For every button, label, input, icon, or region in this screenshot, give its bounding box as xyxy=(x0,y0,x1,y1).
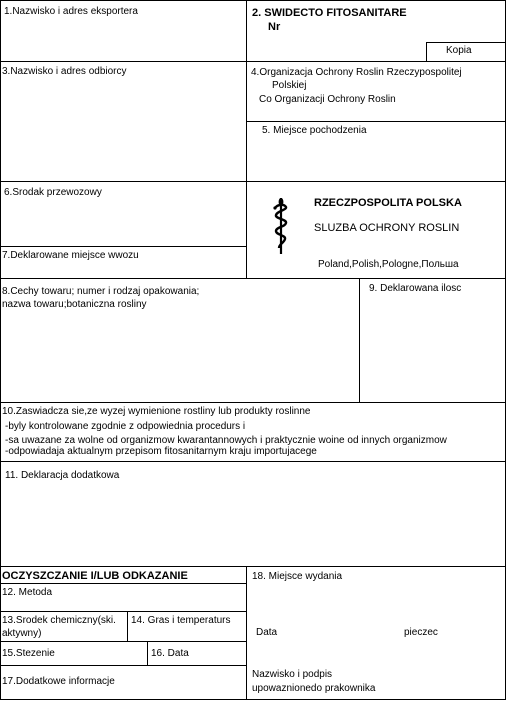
divider-h-121 xyxy=(246,121,506,122)
field-18-place-label: 18. Miejsce wydania xyxy=(252,571,343,582)
divider-h-641 xyxy=(0,641,246,642)
divider-h-566 xyxy=(0,566,506,567)
field-8-line-1: 8.Cechy towaru; numer i rodzaj opakowania; xyxy=(2,286,200,297)
divider-h-181 xyxy=(0,181,506,182)
field-15-concentration-label: 15.Stezenie xyxy=(2,648,55,659)
divider-h-611 xyxy=(0,611,246,612)
agency-name: RZECZPOSPOLITA POLSKA xyxy=(314,197,462,209)
divider-v-15-16 xyxy=(147,641,148,665)
field-7-entry-label: 7.Deklarowane miejsce wwozu xyxy=(2,250,139,261)
field-13-line-2: aktywny) xyxy=(2,628,42,639)
field-8-line-2: nazwa towaru;botaniczna rosliny xyxy=(2,299,147,310)
divider-h-583 xyxy=(0,583,246,584)
field-1-exporter-label: 1.Nazwisko i adres eksportera xyxy=(4,6,138,17)
field-11-additional-label: 11. Deklaracja dodatkowa xyxy=(5,470,120,481)
field-10-line-2: -byly kontrolowane zgodnie z odpowiednia procedurs i xyxy=(5,421,246,432)
agency-service: SLUZBA OCHRONY ROSLIN xyxy=(314,222,460,234)
field-3-recipient-label: 3.Nazwisko i adres odbiorcy xyxy=(2,66,127,77)
field-10-line-4: -odpowiadaja aktualnym przepisom fitosanitarnym kraju importujacege xyxy=(5,446,317,457)
kopia-box-top xyxy=(426,42,506,43)
field-10-line-3: -sa uwazane za wolne od organizmow kwarantannowych i praktycznie woine od innych organizmow xyxy=(5,435,447,446)
border-top xyxy=(0,0,506,1)
kopia-box-left xyxy=(426,42,427,61)
treatment-header: OCZYSZCZANIE I/LUB ODKAZANIE xyxy=(2,570,188,582)
field-4-line-3: Co Organizacji Ochrony Roslin xyxy=(259,94,396,105)
field-10-line-1: 10.Zaswiadcza sie,ze wyzej wymienione rostliny lub produkty roslinne xyxy=(2,406,311,417)
field-6-transport-label: 6.Srodak przewozowy xyxy=(4,187,102,198)
kopia-label: Kopia xyxy=(446,45,472,56)
divider-h-665 xyxy=(0,665,246,666)
data-label: Data xyxy=(256,627,278,638)
divider-h-461 xyxy=(0,461,506,462)
field-16-date-label: 16. Data xyxy=(151,648,189,659)
divider-h-246 xyxy=(0,246,246,247)
signature-line-1: Nazwisko i podpis xyxy=(252,669,333,680)
staff-of-asclepius-icon xyxy=(270,196,292,256)
border-left xyxy=(0,0,1,700)
field-13-line-1: 13.Srodek chemiczny(ski. xyxy=(2,615,116,626)
certificate-title: 2. SWIDECTO FITOSANITARE xyxy=(252,7,407,19)
stamp-label: pieczec xyxy=(404,627,438,638)
agency-country: Poland,Polish,Pologne,Польша xyxy=(318,259,459,270)
divider-v-13-14 xyxy=(127,611,128,641)
signature-line-2: upowaznionedo prakownika xyxy=(252,683,376,694)
divider-h-278 xyxy=(0,278,506,279)
divider-h-61 xyxy=(0,61,506,62)
certificate-number-label: Nr xyxy=(268,21,281,33)
divider-h-402 xyxy=(0,402,506,403)
field-17-info-label: 17.Dodatkowe informacje xyxy=(2,676,115,687)
divider-v-field9 xyxy=(359,278,360,402)
field-9-quantity-label: 9. Deklarowana ilosc xyxy=(369,283,462,294)
field-12-method-label: 12. Metoda xyxy=(2,587,53,598)
field-4-line-2: Polskiej xyxy=(272,80,307,91)
field-14-temp-label: 14. Gras i temperaturs xyxy=(131,615,231,626)
divider-v-bottom xyxy=(246,566,247,700)
field-4-line-1: 4.Organizacja Ochrony Roslin Rzeczypospolitej xyxy=(251,67,462,78)
divider-vertical-top xyxy=(246,0,247,278)
border-bottom xyxy=(0,699,506,700)
field-5-origin-label: 5. Miejsce pochodzenia xyxy=(262,125,367,136)
